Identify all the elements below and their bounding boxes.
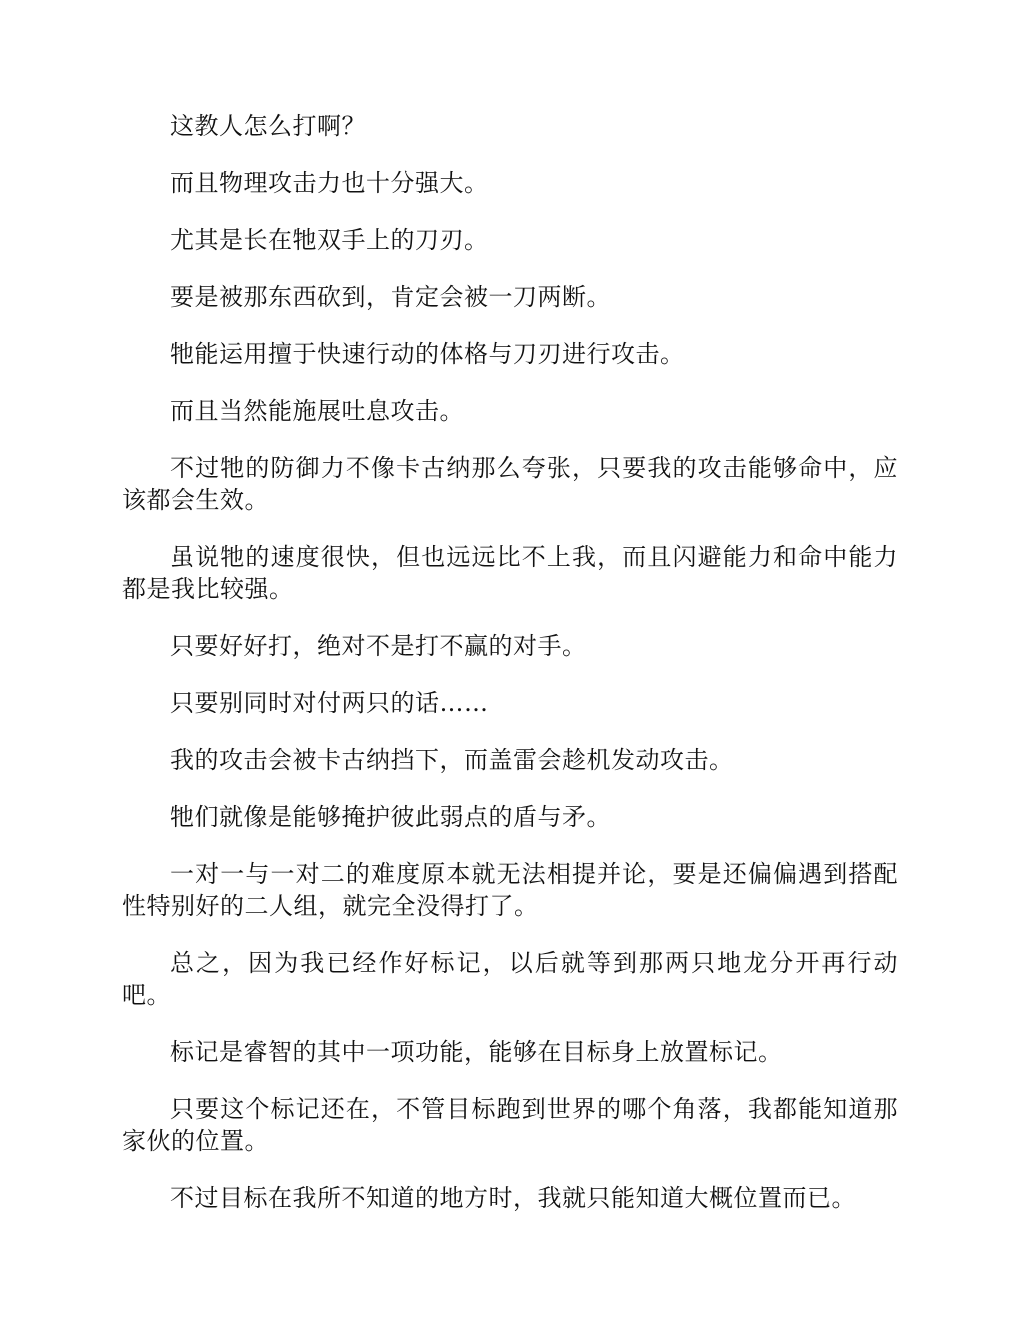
paragraph: 不过目标在我所不知道的地方时，我就只能知道大概位置而已。	[170, 1184, 856, 1212]
paragraph: 只要这个标记还在，不管目标跑到世界的哪个角落，我都能知道那家伙的位置。	[122, 1095, 898, 1155]
paragraph: 只要别同时对付两只的话……	[170, 689, 489, 717]
paragraph: 要是被那东西砍到，肯定会被一刀两断。	[170, 283, 611, 311]
paragraph: 虽说牠的速度很快，但也远远比不上我，而且闪避能力和命中能力都是我比较强。	[122, 543, 898, 603]
paragraph: 只要好好打，绝对不是打不赢的对手。	[170, 632, 587, 660]
paragraph: 这教人怎么打啊？	[170, 112, 366, 140]
paragraph: 而且当然能施展吐息攻击。	[170, 397, 464, 425]
paragraph: 尤其是长在牠双手上的刀刃。	[170, 226, 489, 254]
paragraph: 不过牠的防御力不像卡古纳那么夸张，只要我的攻击能够命中，应该都会生效。	[122, 454, 898, 514]
paragraph: 标记是睿智的其中一项功能，能够在目标身上放置标记。	[170, 1038, 783, 1066]
paragraph: 牠们就像是能够掩护彼此弱点的盾与矛。	[170, 803, 611, 831]
paragraph: 我的攻击会被卡古纳挡下，而盖雷会趁机发动攻击。	[170, 746, 734, 774]
paragraph: 而且物理攻击力也十分强大。	[170, 169, 489, 197]
document-page	[122, 110, 898, 1239]
paragraph: 总之，因为我已经作好标记，以后就等到那两只地龙分开再行动吧。	[122, 949, 898, 1009]
paragraph: 牠能运用擅于快速行动的体格与刀刃进行攻击。	[170, 340, 685, 368]
paragraph: 一对一与一对二的难度原本就无法相提并论，要是还偏偏遇到搭配性特别好的二人组，就完全没得打了。	[122, 860, 898, 920]
